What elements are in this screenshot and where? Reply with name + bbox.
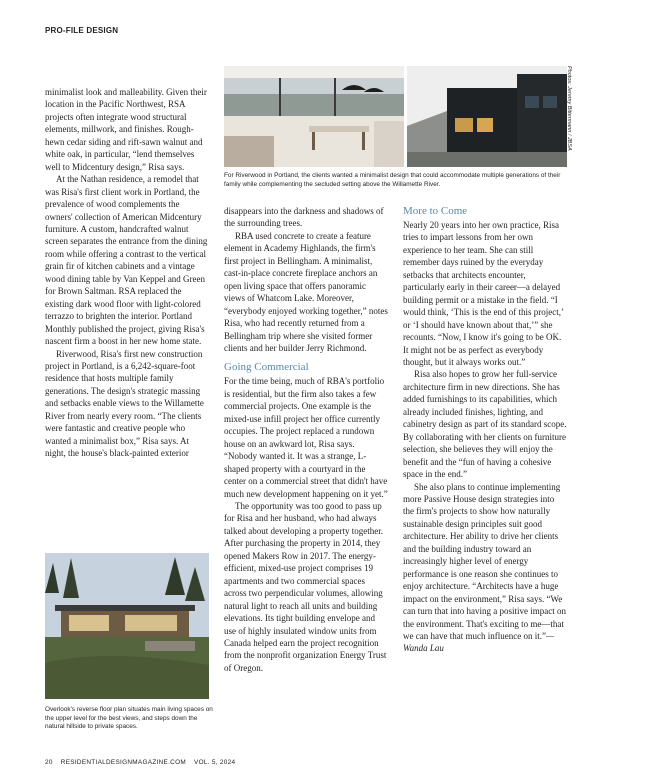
interior-illustration xyxy=(224,66,404,167)
paragraph: At the Nathan residence, a remodel that was Risa's first client work in Portland, the prevalence of wood complements the owners' collection of American Midcentury furniture. A custom, handcrafted walnut screen separates the entrance from the dining room while offering a contrast to the vertical grain fir of kitchen cabinets and a vintage wood dining table by Van Keppel and Green for Brown Saltman. RSA replaced the existing dark wood floor with light-colored terrazzo to brighten the interior. Portland Monthly published the project, giving Risa's nascent firm a boost in her new home state. xyxy=(45,174,208,347)
overlook-exterior-photo xyxy=(45,553,209,699)
paragraph: Nearly 20 years into her own practice, Risa tries to impart lessons from her own experience to her team. She can still remember days ruined by the everyday setbacks that architects encounter, particularly early in their career—a delayed building permit or a mistake in the field. “I would think, ‘This is the end of this project,’ or ‘I should have known about that,’” she recounts. “Now, I know it's going to be OK. It might not be as perfect as everybody thought, but it always works out.” xyxy=(403,220,564,367)
subhead-more-to-come: More to Come xyxy=(403,205,468,217)
bottom-photo-caption: Overlook's reverse floor plan situates main living spaces on the upper level for the best views, and steps down the natural hillside to private spaces. xyxy=(45,706,213,730)
section-header: PRO-FILE DESIGN xyxy=(45,26,119,35)
paragraph: Riverwood, Risa's first new construction project in Portland, is a 6,242-square-foot residence that hosts multiple family generations. The design's strategic massing and setbacks enable views to the Willamette River from nearly every room. “The clients were fantastic and creative people who wanted a minimalist box,” Risa says. At night, the house's black-painted exterior xyxy=(45,348,204,459)
article-column-3 xyxy=(403,205,567,655)
riverwood-interior-photo xyxy=(224,66,404,167)
paragraph xyxy=(403,481,567,655)
paragraph: disappears into the darkness and shadows of the surrounding trees. xyxy=(224,206,384,229)
footer-site: RESIDENTIALDESIGNMAGAZINE.COM xyxy=(60,759,186,766)
subhead-going-commercial: Going Commercial xyxy=(224,361,309,374)
overlook-illustration xyxy=(45,553,209,699)
page-number: 20 xyxy=(45,759,53,766)
photo-credit: Photos: Jeremy Bittermann / JBSA xyxy=(566,66,572,151)
article-column-2 xyxy=(224,205,388,674)
page-footer xyxy=(45,759,241,766)
footer-volume: VOL. 5, 2024 xyxy=(194,759,236,766)
paragraph: Risa also hopes to grow her full-service architecture firm in new directions. She has added furnishings to its capabilities, which already included finishes, lighting, and cabinetry design as part of its standard scope. By collaborating with her clients on furniture selection, she believes they will enjoy the benefit and the “fun of having a cohesive space in the end.” xyxy=(403,369,567,480)
paragraph: The opportunity was too good to pass up for Risa and her husband, who had always talked about developing a property together. After purchasing the property in 2014, they opened Makers Row in 2017. The energy-efficient, mixed-use project comprises 19 apartments and two commercial spaces across two perpendicular volumes, allowing natural light to reach all units and building elevations. Its tight building envelope and use of highly insulated window units from Canada helped earn the project recognition from the nonprofit organization Energy Trust of Oregon. xyxy=(224,500,387,673)
byline: —Wanda Lau xyxy=(403,630,554,654)
exterior-illustration xyxy=(407,66,567,167)
paragraph: minimalist look and malleability. Given their location in the Pacific Northwest, RSA projects often integrate wood structural elements, millwork, and finishes. Rough-hewn cedar siding and rift-sawn walnut and white oak, in particular, “lend themselves well to Midcentury design,” Risa says. xyxy=(45,87,207,172)
riverwood-exterior-photo xyxy=(407,66,567,167)
paragraph-text: She also plans to continue implementing more Passive House design strategies into the firm's projects to show how naturally sustainable design principles suit good architecture. Her ability to drive her clients and the building industry toward an increasingly higher level of energy performance is one reason she continues to enjoy architecture. “Architects have a huge impact on the environment,” Risa says. “We can turn that into having a positive impact on the environment. That's exciting to me—that we can have that much influence on it.” xyxy=(403,481,566,641)
paragraph: RBA used concrete to create a feature element in Academy Highlands, the firm's first project in Bellingham. A minimalist, cast-in-place concrete fireplace anchors an open living space that offers panoramic views of Whatcom Lake. Moreover, “everybody enjoyed working together,” notes Risa, who had recently returned from a Bellingham trip where she visited former clients and her builder Jerry Richmond. xyxy=(224,230,388,353)
top-photo-caption: For Riverwood in Portland, the clients wanted a minimalist design that could accommodate multiple generations of their family while complementing the secluded setting above the Willamette River. xyxy=(224,172,561,188)
article-column-1 xyxy=(45,86,209,460)
paragraph: For the time being, much of RBA's portfolio is residential, but the firm also takes a few commercial projects. One example is the mixed-use infill project her office currently occupies. The project replaced a rundown house on an awkward lot, Risa says. “Nobody wanted it. It was a strange, L-shaped property with a courtyard in the center on a commercial street that didn't have much new development happening on it yet.” xyxy=(224,376,388,499)
